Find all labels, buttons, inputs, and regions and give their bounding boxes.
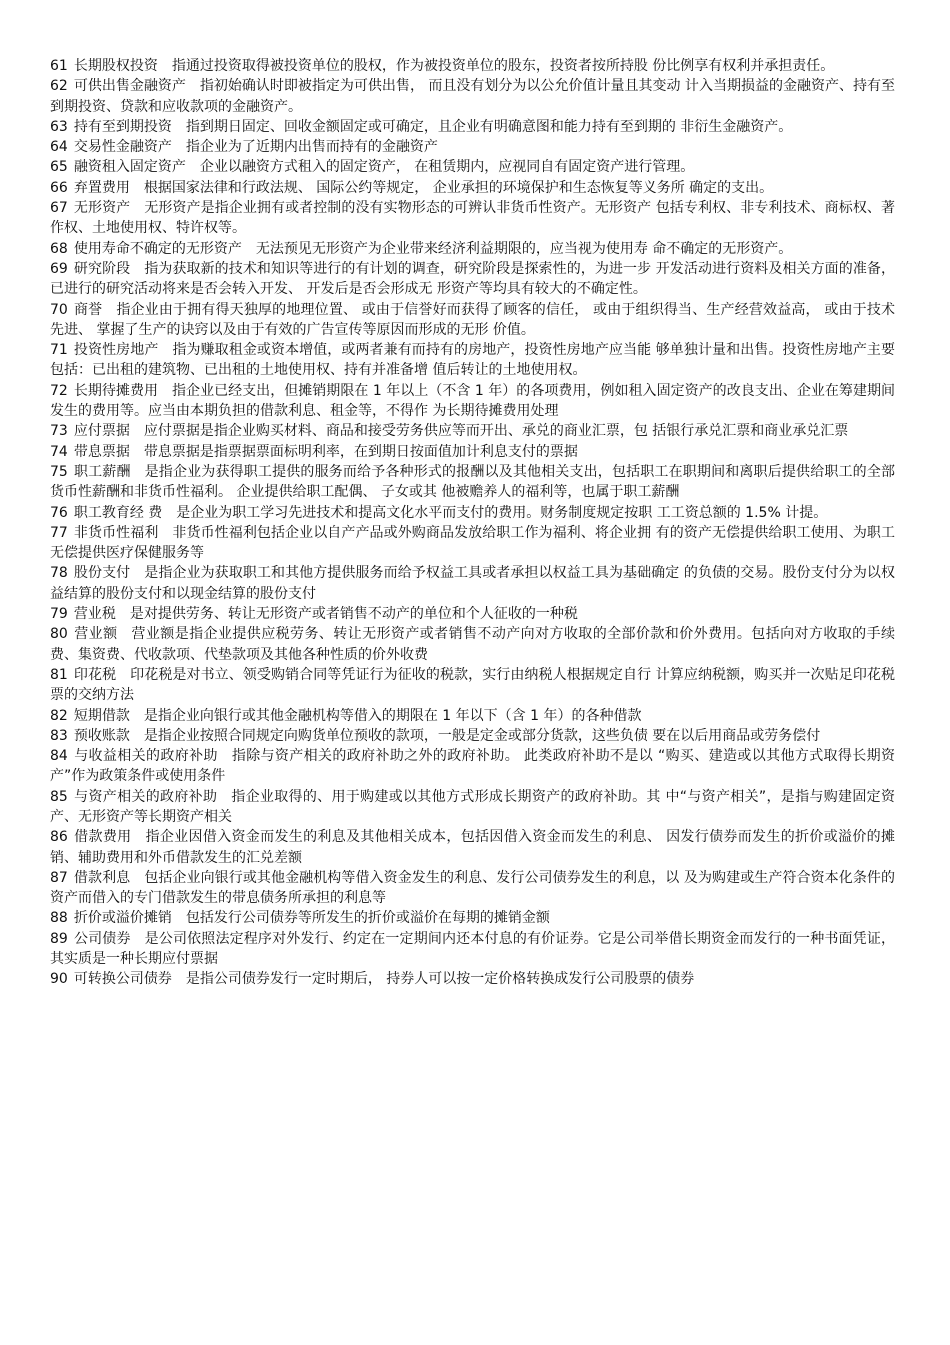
glossary-entry [50, 340, 895, 381]
entry-definition: 指企业为了近期内出售而持有的金融资产 [185, 139, 438, 156]
entry-definition: 是对提供劳务、转让无形资产或者销售不动产的单位和个人征收的一种税 [129, 606, 578, 623]
entry-number: 75 [50, 463, 68, 480]
entry-number: 66 [50, 179, 68, 196]
entry-number: 88 [50, 910, 68, 927]
entry-definition: 印花税是对书立、领受购销合同等凭证行为征收的税款，实行由纳税人根据规定自行 计算应纳税额，购买并一次贴足印花税票的交纳方法 [50, 666, 895, 704]
glossary-entry [50, 726, 895, 746]
entry-definition: 包括发行公司债券等所发生的折价或溢价在每期的摊销金额 [185, 910, 550, 927]
entry-number: 70 [50, 301, 68, 318]
glossary-entry [50, 137, 895, 157]
glossary-entry [50, 442, 895, 462]
entry-definition: 指初始确认时即被指定为可供出售， 而且没有划分为以公允价值计量且其变动 计入当期损益的金融资产、持有至到期投资、贷款和应收款项的金融资产。 [50, 78, 895, 115]
entry-term: 公司债券 [73, 930, 131, 947]
entry-number: 87 [50, 869, 68, 886]
entry-number: 80 [50, 626, 68, 643]
entry-term: 交易性金融资产 [73, 139, 172, 156]
entry-number: 83 [50, 727, 68, 744]
entry-definition: 营业额是指企业提供应税劳务、转让无形资产或者销售不动产向对方收取的全部价款和价外费用。包括向对方收取的手续费、集资费、代收款项、代垫款项及其他各种性质的价外收费 [50, 626, 895, 663]
entry-term: 持有至到期投资 [73, 118, 172, 135]
entry-term: 弃置费用 [73, 179, 130, 196]
glossary-entry [50, 462, 895, 503]
entry-definition: 是指企业按照合同规定向购货单位预收的款项，一般是定金或部分货款，这些负债 要在以后用商品或劳务偿付 [143, 727, 821, 744]
entry-term: 长期股权投资 [73, 58, 158, 74]
entry-number: 82 [50, 707, 68, 724]
entry-number: 77 [50, 524, 68, 541]
entry-definition: 指企业取得的、用于购建或以其他方式形成长期资产的政府补助。其 中“与资产相关”，是指与购建固定资产、无形资产等长期资产相关 [50, 788, 895, 825]
glossary-entry [50, 787, 895, 828]
glossary-entry [50, 665, 895, 706]
glossary-entry [50, 624, 895, 665]
glossary-entry [50, 604, 895, 624]
entry-term: 研究阶段 [73, 260, 131, 277]
glossary-entry [50, 117, 895, 137]
entry-term: 无形资产 [73, 200, 131, 217]
entry-definition: 指企业因借入资金而发生的利息及其他相关成本，包括因借入资金而发生的利息、 因发行债券而发生的折价或溢价的摊销、辅助费用和外币借款发生的汇兑差额 [50, 829, 896, 866]
entry-definition: 包括企业向银行或其他金融机构等借入资金发生的利息、发行公司债券发生的利息，以 及为购建或生产符合资本化条件的资产而借入的专门借款发生的带息债务所承担的利息等 [50, 869, 896, 907]
entry-term: 带息票据 [73, 443, 130, 460]
entry-term: 印花税 [73, 666, 117, 683]
entry-definition: 应付票据是指企业购买材料、商品和接受劳务供应等而开出、承兑的商业汇票，包 括银行承兑汇票和商业承兑汇票 [143, 423, 849, 440]
entry-number: 78 [50, 565, 68, 582]
entry-number: 86 [50, 829, 68, 846]
entry-number: 85 [50, 788, 68, 805]
entry-definition: 是指公司债券发行一定时期后， 持券人可以按一定价格转换成发行公司股票的债券 [185, 971, 695, 988]
entry-number: 90 [50, 971, 68, 988]
glossary-entry [50, 56, 895, 76]
entry-number: 68 [50, 240, 68, 257]
entry-number: 69 [50, 260, 68, 277]
glossary-entry [50, 868, 895, 909]
entry-term: 非货币性福利 [73, 524, 159, 541]
glossary-entry [50, 178, 895, 198]
entry-number: 67 [50, 200, 68, 217]
entry-term: 可供出售金融资产 [73, 78, 186, 95]
glossary-entry [50, 706, 895, 726]
glossary-entry [50, 259, 895, 300]
glossary-page [50, 56, 895, 990]
glossary-entry [50, 503, 895, 523]
entry-term: 应付票据 [73, 423, 130, 440]
entry-term: 股份支付 [73, 565, 131, 582]
glossary-entry [50, 969, 895, 989]
entry-number: 73 [50, 423, 68, 440]
entry-definition: 是企业为职工学习先进技术和提高文化水平而支付的费用。财务制度规定按职 工工资总额的 1.5% 计提。 [176, 504, 828, 521]
entry-number: 62 [50, 78, 68, 95]
glossary-entry [50, 381, 895, 422]
entry-definition: 指到期日固定、回收金额固定或可确定，且企业有明确意图和能力持有至到期的 非衍生金融资产。 [185, 118, 793, 135]
entry-term: 与收益相关的政府补助 [73, 748, 218, 765]
entry-number: 89 [50, 930, 68, 947]
glossary-entry [50, 523, 895, 564]
entry-definition: 无法预见无形资产为企业带来经济利益期限的，应当视为使用寿 命不确定的无形资产。 [255, 240, 793, 257]
entry-definition: 是指企业为获取职工和其他方提供服务而给予权益工具或者承担以权益工具为基础确定 的负债的交易。股份支付分为以权益结算的股份支付和以现金结算的股份支付 [50, 565, 896, 602]
entry-term: 借款利息 [73, 869, 131, 886]
entry-term: 职工教育经 费 [73, 504, 163, 521]
entry-definition: 无形资产是指企业拥有或者控制的没有实物形态的可辨认非货币性资产。无形资产 包括专利权、非专利技术、商标权、著作权、土地使用权、特许权等。 [50, 200, 896, 237]
entry-term: 职工薪酬 [73, 463, 131, 480]
entry-term: 使用寿命不确定的无形资产 [73, 240, 242, 257]
glossary-entry [50, 827, 895, 868]
entry-definition: 指企业由于拥有得天独厚的地理位置、 或由于信誉好而获得了顾客的信任， 或由于组织得当、生产经营效益高， 或由于技术先进、 掌握了生产的诀窍以及由于有效的广告宣传等原因而形成的无形 价值。 [50, 301, 895, 338]
entry-number: 63 [50, 118, 68, 135]
entry-definition: 非货币性福利包括企业以自产产品或外购商品发放给职工作为福利、将企业拥 有的资产无偿提供给职工使用、为职工无偿提供医疗保健服务等 [50, 524, 896, 562]
glossary-entry [50, 908, 895, 928]
entry-definition: 是指企业为获得职工提供的服务而给予各种形式的报酬以及其他相关支出，包括职工在职期间和离职后提供给职工的全部货币性薪酬和非货币性福利。 企业提供给职工配偶、 子女或其 他被赡养人的福利等，也属于职工薪酬 [50, 463, 896, 501]
entry-definition: 指企业已经支出，但摊销期限在 1 年以上（不含 1 年）的各项费用，例如租入固定资产的改良支出、企业在筹建期间发生的费用等。应当由本期负担的借款利息、租金等，不得作 为长期待摊费用处理 [50, 382, 895, 420]
entry-definition: 指通过投资取得被投资单位的股权，作为被投资单位的股东，投资者按所持股 份比例享有权利并承担责任。 [171, 58, 835, 74]
entry-number: 79 [50, 606, 68, 623]
entry-term: 融资租入固定资产 [73, 159, 186, 176]
entry-number: 76 [50, 504, 68, 521]
entry-number: 74 [50, 443, 68, 460]
glossary-entry [50, 300, 895, 341]
entry-number: 64 [50, 139, 68, 156]
entry-term: 商誉 [73, 301, 103, 318]
entry-term: 折价或溢价摊销 [73, 910, 172, 927]
entry-term: 可转换公司债券 [73, 971, 172, 988]
entry-term: 短期借款 [73, 707, 130, 724]
entry-number: 71 [50, 342, 68, 359]
glossary-entry [50, 563, 895, 604]
entry-term: 预收账款 [73, 727, 130, 744]
entry-definition: 指为获取新的技术和知识等进行的有计划的调查，研究阶段是探索性的，为进一步 开发活动进行资料及相关方面的准备， 已进行的研究活动将来是否会转入开发、 开发后是否会形成无 形资产等均具有较大的不确定性。 [50, 260, 896, 298]
glossary-entry [50, 76, 895, 117]
entry-term: 与资产相关的政府补助 [73, 788, 218, 805]
glossary-entry [50, 929, 895, 970]
entry-definition: 带息票据是指票据票面标明利率，在到期日按面值加计利息支付的票据 [143, 443, 578, 460]
glossary-entry [50, 746, 895, 787]
entry-number: 65 [50, 159, 68, 176]
entry-number: 61 [50, 58, 68, 74]
entry-number: 72 [50, 382, 68, 399]
entry-definition: 根据国家法律和行政法规、 国际公约等规定， 企业承担的环境保护和生态恢复等义务所 确定的支出。 [143, 179, 774, 196]
entry-definition: 是公司依照法定程序对外发行、约定在一定期间内还本付息的有价证券。它是公司举借长期资金而发行的一种书面凭证，其实质是一种长期应付票据 [50, 930, 896, 968]
glossary-entry [50, 421, 895, 441]
entry-definition: 指除与资产相关的政府补助之外的政府补助。 此类政府补助不是以 “购买、建造或以其他方式取得长期资产”作为政策条件或使用条件 [50, 748, 896, 785]
entry-term: 借款费用 [73, 829, 132, 846]
glossary-entry [50, 239, 895, 259]
entry-definition: 指为赚取租金或资本增值，或两者兼有而持有的房地产，投资性房地产应当能 够单独计量和出售。投资性房地产主要包括：已出租的建筑物、已出租的土地使用权、持有并准备增 值后转让的土地使用权。 [50, 342, 896, 379]
entry-number: 84 [50, 748, 68, 765]
entry-definition: 企业以融资方式租入的固定资产， 在租赁期内，应视同自有固定资产进行管理。 [199, 159, 695, 176]
entry-number: 81 [50, 666, 68, 683]
entry-term: 营业额 [73, 626, 118, 643]
entry-definition: 是指企业向银行或其他金融机构等借入的期限在 1 年以下（含 1 年）的各种借款 [143, 707, 642, 724]
entry-term: 长期待摊费用 [73, 382, 159, 399]
glossary-entry [50, 157, 895, 177]
entry-term: 营业税 [73, 606, 116, 623]
glossary-entry [50, 198, 895, 239]
entry-term: 投资性房地产 [73, 342, 159, 359]
